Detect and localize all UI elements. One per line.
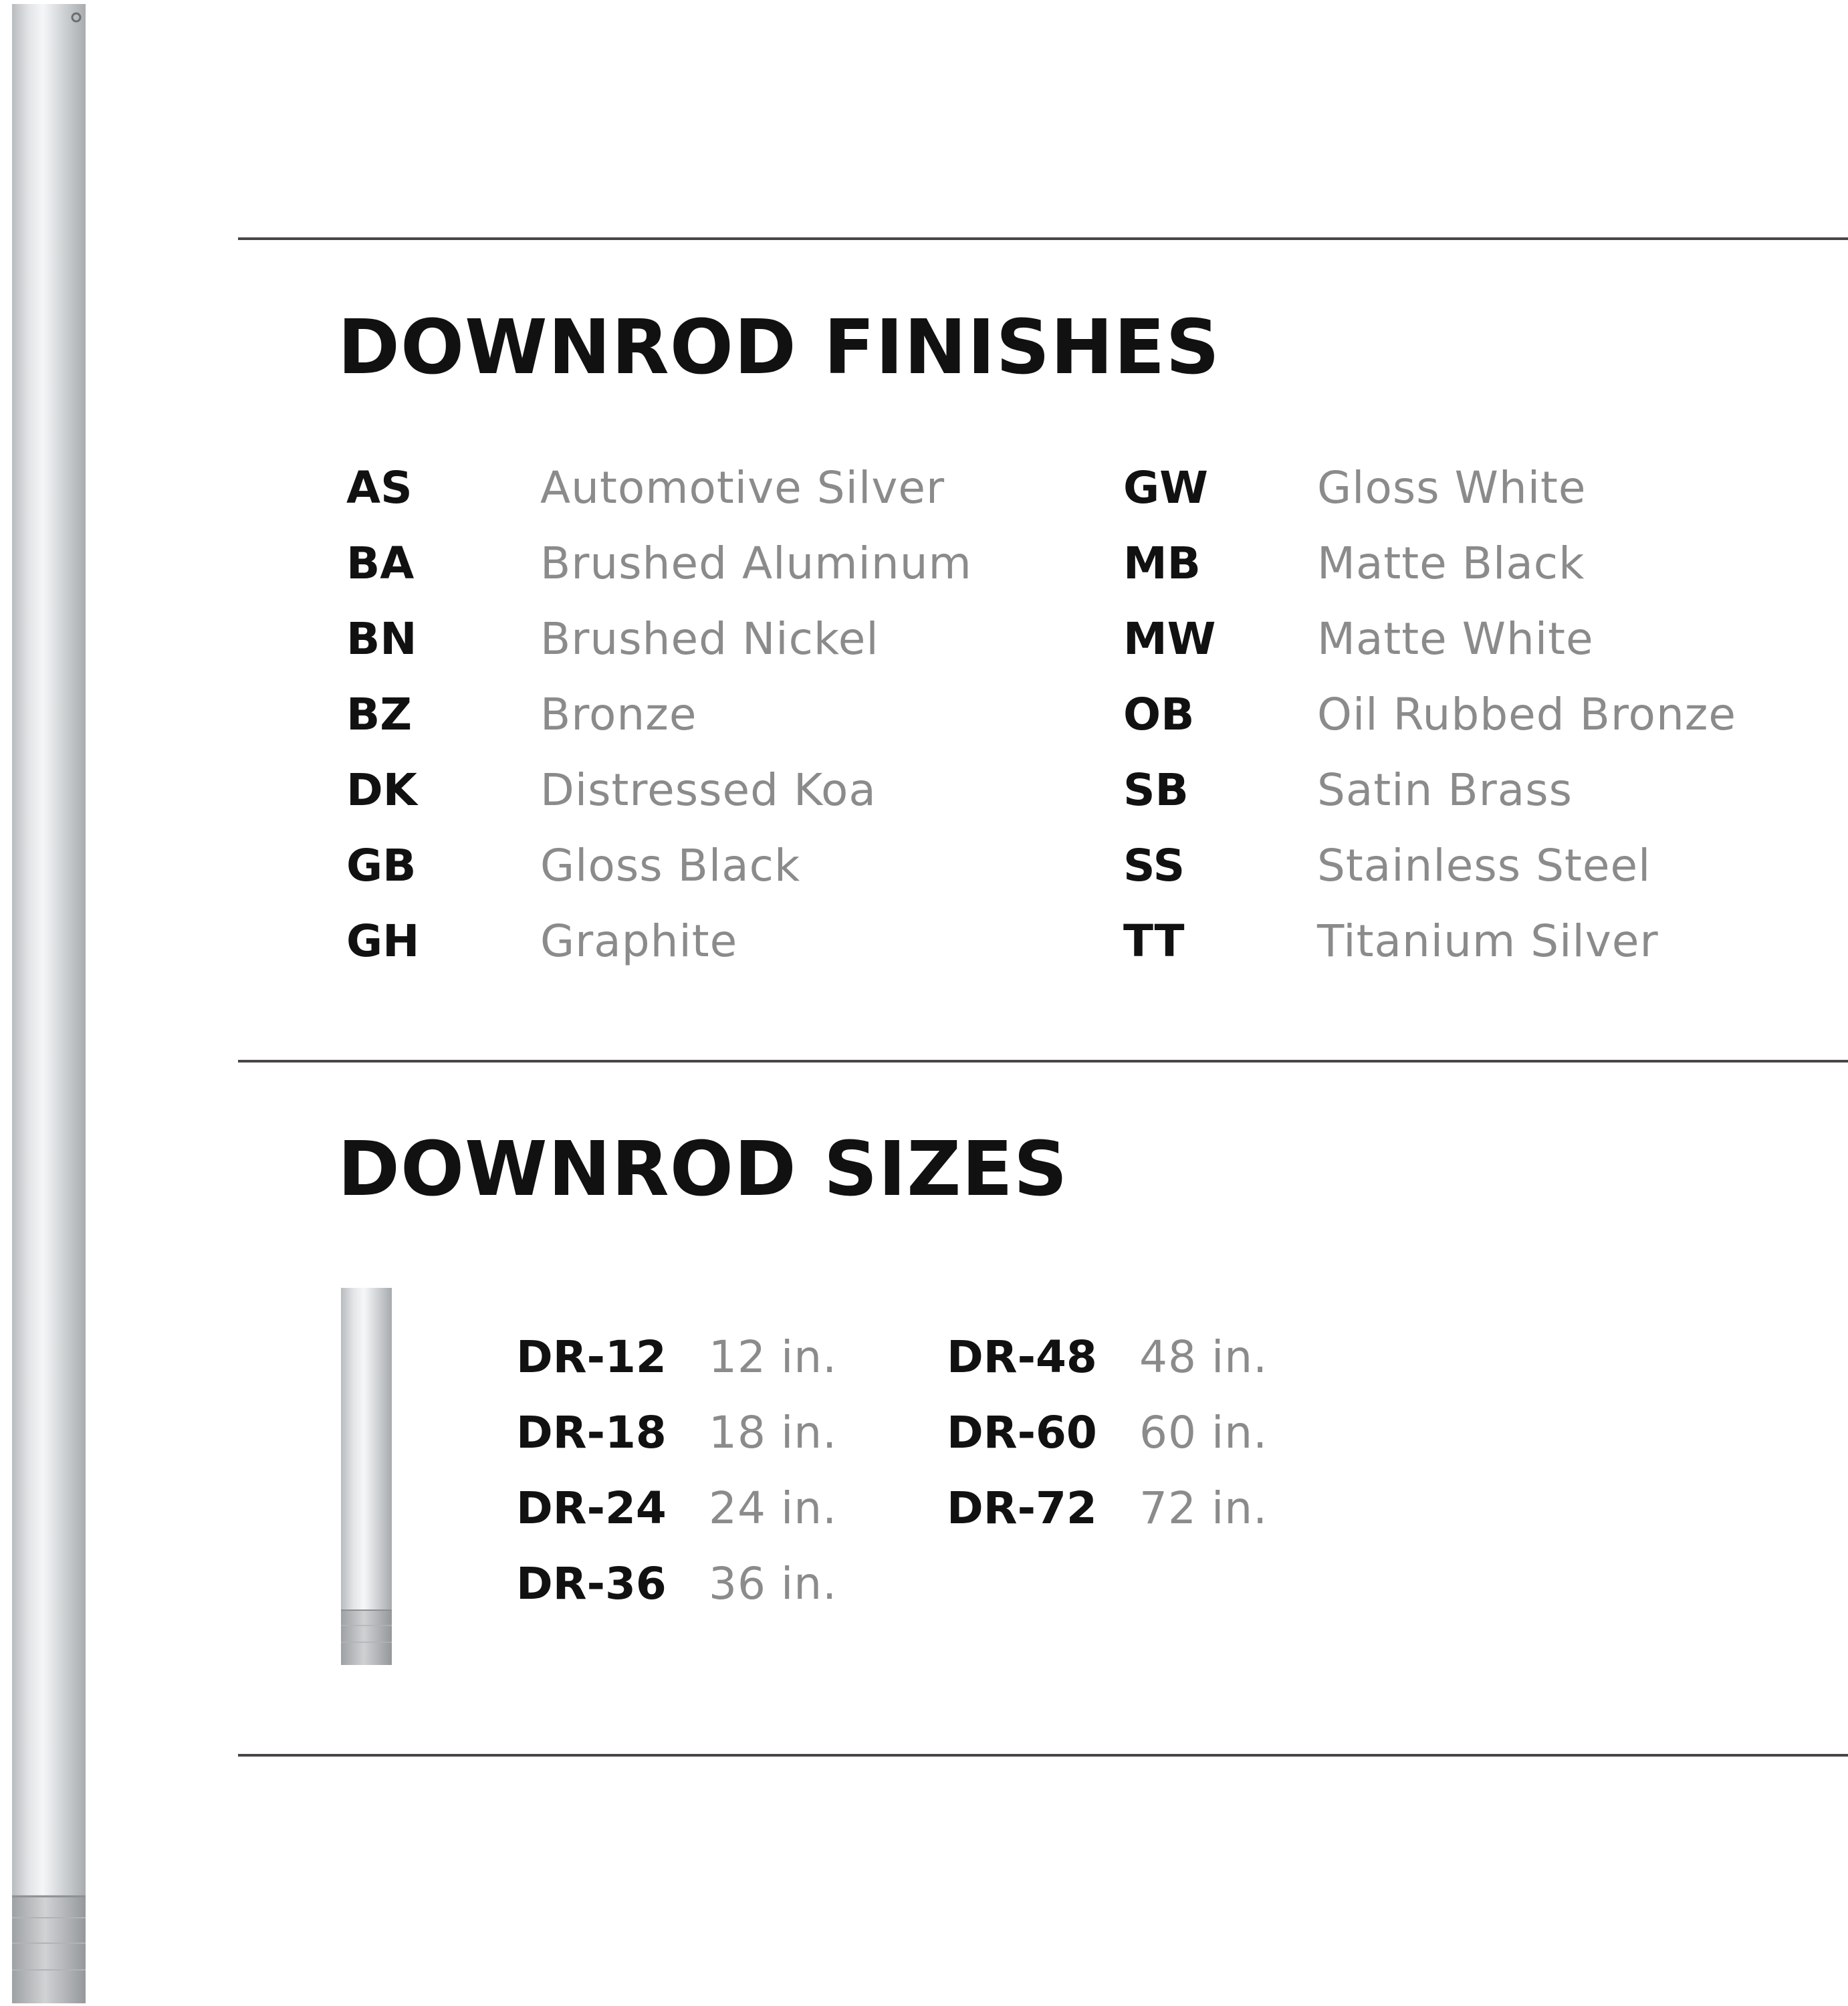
finishes-heading: DOWNROD FINISHES — [338, 304, 1221, 391]
finish-name: Matte Black — [1317, 538, 1585, 589]
finish-name: Graphite — [540, 915, 738, 967]
size-code: DR-24 — [516, 1482, 667, 1534]
size-length: 36 in. — [709, 1558, 838, 1609]
finish-code: SS — [1123, 840, 1185, 891]
size-length: 24 in. — [709, 1482, 838, 1534]
size-code: DR-48 — [947, 1331, 1097, 1383]
top-divider — [238, 237, 1848, 240]
size-code: DR-60 — [947, 1407, 1097, 1458]
finish-code: MB — [1123, 538, 1201, 589]
finish-name: Matte White — [1317, 613, 1594, 665]
finish-code: BA — [346, 538, 415, 589]
sizes-heading: DOWNROD SIZES — [338, 1126, 1068, 1213]
size-code: DR-18 — [516, 1407, 667, 1458]
finish-code: GW — [1123, 462, 1208, 514]
finish-name: Gloss Black — [540, 840, 801, 891]
size-length: 72 in. — [1139, 1482, 1268, 1534]
size-code: DR-72 — [947, 1482, 1097, 1534]
finish-name: Automotive Silver — [540, 462, 945, 514]
finish-name: Satin Brass — [1317, 764, 1573, 816]
downrod-illustration-large — [9, 4, 88, 2003]
middle-divider — [238, 1060, 1848, 1063]
finish-code: DK — [346, 764, 417, 816]
finish-code: TT — [1123, 915, 1185, 967]
finish-name: Stainless Steel — [1317, 840, 1651, 891]
finish-code: OB — [1123, 689, 1195, 740]
bottom-divider — [238, 1754, 1848, 1757]
size-length: 60 in. — [1139, 1407, 1268, 1458]
finish-code: BZ — [346, 689, 413, 740]
finish-code: MW — [1123, 613, 1216, 665]
downrod-illustration-small — [340, 1288, 393, 1665]
size-code: DR-12 — [516, 1331, 667, 1383]
finish-name: Gloss White — [1317, 462, 1587, 514]
finish-name: Brushed Nickel — [540, 613, 879, 665]
finish-code: BN — [346, 613, 417, 665]
finish-name: Oil Rubbed Bronze — [1317, 689, 1737, 740]
finish-name: Brushed Aluminum — [540, 538, 972, 589]
size-length: 18 in. — [709, 1407, 838, 1458]
finish-code: GB — [346, 840, 417, 891]
size-code: DR-36 — [516, 1558, 667, 1609]
size-length: 48 in. — [1139, 1331, 1268, 1383]
finish-name: Bronze — [540, 689, 697, 740]
finish-code: GH — [346, 915, 420, 967]
finish-code: AS — [346, 462, 413, 514]
finish-name: Titanium Silver — [1317, 915, 1659, 967]
finish-name: Distressed Koa — [540, 764, 877, 816]
finish-code: SB — [1123, 764, 1189, 816]
size-length: 12 in. — [709, 1331, 838, 1383]
